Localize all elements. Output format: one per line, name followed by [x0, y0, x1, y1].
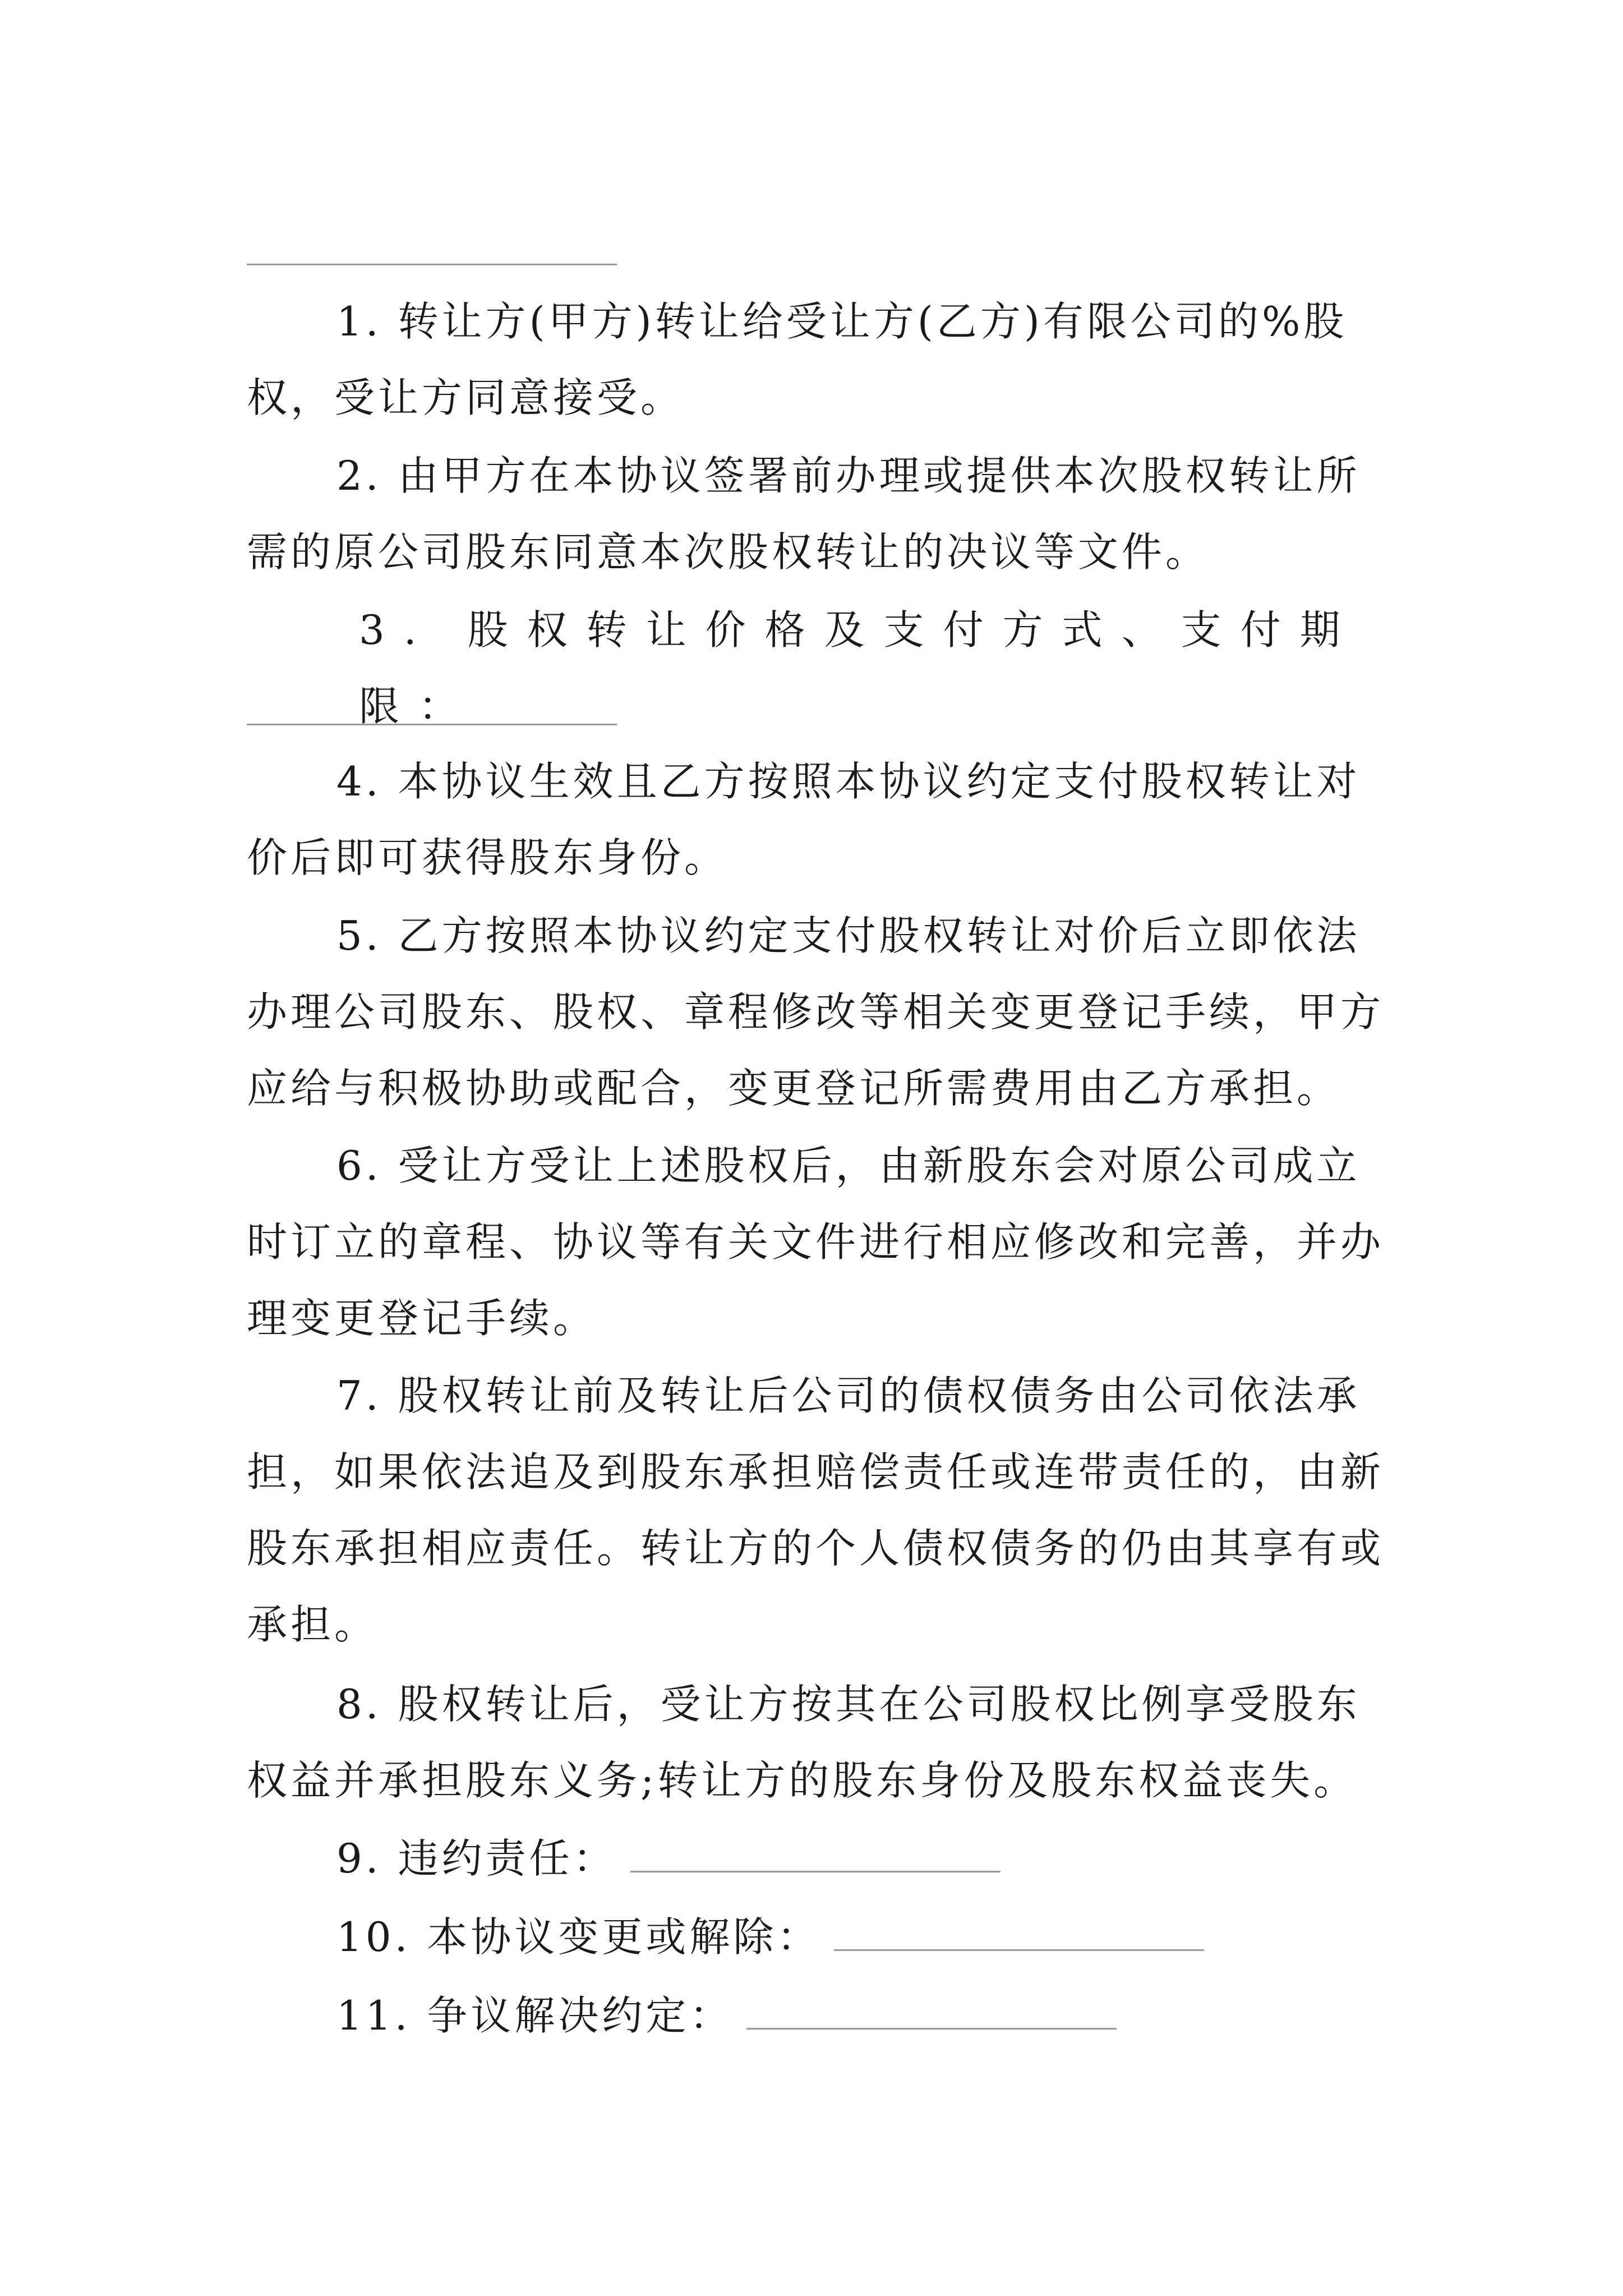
- clause-4: 4. 本协议生效且乙方按照本协议约定支付股权转让对价后即可获得股东身份。: [247, 758, 1361, 881]
- clause-11-blank: [746, 2028, 1117, 2030]
- clause-8: 8. 股权转让后，受让方按其在公司股权比例享受股东权益并承担股东义务;转让方的股东身份及股东权益丧失。: [247, 1681, 1361, 1804]
- clause-2: 2. 由甲方在本协议签署前办理或提供本次股权转让所需的原公司股东同意本次股权转让的决议等文件。: [247, 452, 1361, 576]
- clause-9: [336, 1820, 1000, 1897]
- clause-9-label: 9. 违约责任：: [336, 1835, 617, 1882]
- clause-10-blank: [834, 1949, 1204, 1951]
- blank-line-clause-3: [247, 724, 617, 725]
- clause-11: [336, 1977, 1117, 2054]
- clause-3: 3. 股权转让价格及支付方式、支付期限：: [359, 606, 1359, 730]
- clause-10-label: 10. 本协议变更或解除：: [336, 1913, 821, 1961]
- blank-line-top: [247, 264, 617, 265]
- clause-10: [336, 1899, 1204, 1975]
- clause-9-blank: [630, 1871, 1000, 1872]
- clause-7: 7. 股权转让前及转让后公司的债权债务由公司依法承担，如果依法追及到股东承担赔偿责任或连带责任的，由新股东承担相应责任。转让方的个人债权债务的仍由其享有或承担。: [247, 1372, 1385, 1648]
- clause-6: 6. 受让方受让上述股权后，由新股东会对原公司成立时订立的章程、协议等有关文件进行相应修改和完善，并办理变更登记手续。: [247, 1142, 1385, 1342]
- clause-11-label: 11. 争议解决约定：: [336, 1992, 734, 2039]
- clause-1: 1. 转让方(甲方)转让给受让方(乙方)有限公司的%股权，受让方同意接受。: [247, 298, 1348, 421]
- clause-5: 5. 乙方按照本协议约定支付股权转让对价后立即依法办理公司股东、股权、章程修改等相关变更登记手续，甲方应给与积极协助或配合，变更登记所需费用由乙方承担。: [247, 912, 1385, 1112]
